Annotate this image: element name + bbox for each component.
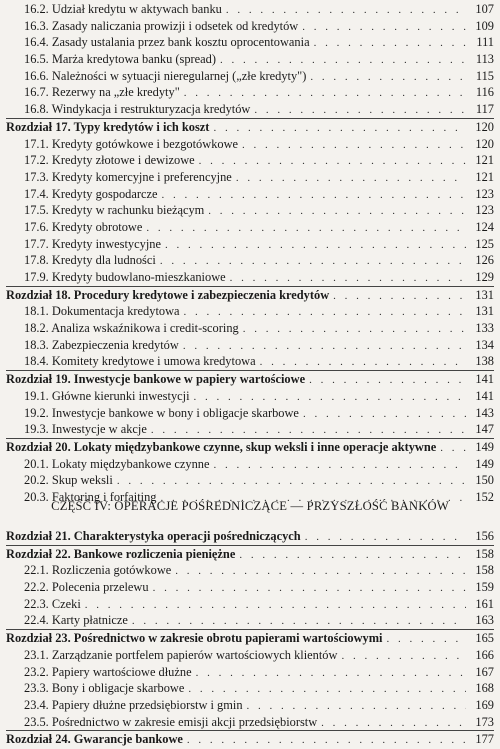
toc-entry-title: 17.5. Kredyty w rachunku bieżącym [24, 203, 205, 218]
toc-page-number: 147 [475, 422, 494, 437]
dot-leader [165, 237, 466, 254]
toc-page-number: 113 [475, 52, 494, 67]
dot-leader [260, 354, 466, 371]
toc-page-number: 161 [475, 596, 494, 611]
dot-leader [309, 372, 466, 389]
dot-leader [208, 203, 466, 220]
toc-entry-title: 16.2. Udział kredytu w aktywach banku [24, 2, 222, 16]
toc-entry-title: 23.1. Zarządzanie portfelem papierów wartościowych klientów [24, 647, 338, 662]
toc-section-row [6, 405, 494, 422]
toc-section-row [6, 169, 494, 186]
toc-entry-title: 16.8. Windykacja i restrukturyzacja kredytów [24, 102, 251, 117]
toc-entry-title: 16.6. Należności w sytuacji nieregularnej („złe kredyty") [24, 68, 307, 83]
toc-section-row [6, 596, 494, 613]
toc-chapter-row [6, 546, 494, 563]
toc-page-number: 141 [475, 372, 494, 387]
toc-entry-title: 17.9. Kredyty budowlano-mieszkaniowe [24, 270, 226, 284]
toc-page-number: 167 [475, 664, 494, 679]
toc-page-number: 163 [475, 613, 494, 628]
toc-page-number: 133 [475, 321, 494, 336]
toc-page-number: 125 [475, 236, 494, 251]
toc-chapter-row [6, 528, 494, 545]
toc-entry-title: 16.5. Marża kredytowa banku (spread) [24, 52, 216, 67]
toc-section-row [6, 136, 494, 153]
toc-page-number: 152 [475, 489, 494, 504]
toc-section-row [6, 353, 494, 370]
part-heading-text: CZĘŚĆ IV: OPERACJE POŚREDNICZĄCE — PRZYSZŁOŚĆ BANKÓW [51, 499, 449, 513]
table-of-contents-bottom [6, 528, 494, 748]
toc-section-row [6, 186, 494, 203]
toc-entry-title: 23.5. Pośrednictwo w zakresie emisji akcji przedsiębiorstw [24, 714, 318, 729]
dot-leader [117, 473, 466, 490]
dot-leader [440, 440, 466, 457]
dot-leader [220, 52, 466, 69]
part-heading [0, 497, 500, 515]
dot-leader [175, 563, 466, 580]
toc-section-row [6, 612, 494, 629]
toc-entry-title: 19.3. Inwestycje w akcje [24, 422, 147, 437]
toc-page-number: 138 [475, 354, 494, 369]
toc-page-number: 143 [475, 405, 494, 420]
toc-section-row [6, 236, 494, 253]
toc-page-number: 116 [475, 85, 494, 100]
toc-page-number: 120 [475, 119, 494, 134]
toc-entry-title: 20.2. Skup weksli [24, 473, 113, 488]
toc-page-number: 131 [475, 304, 494, 319]
toc-entry-title: 17.1. Kredyty gotówkowe i bezgotówkowe [24, 136, 239, 151]
toc-section-row [6, 252, 494, 269]
toc-section-row [6, 647, 494, 664]
toc-page-number: 141 [475, 388, 494, 403]
toc-section-row [6, 152, 494, 169]
dot-leader [183, 338, 466, 355]
dot-leader [247, 698, 466, 715]
dot-leader [243, 321, 466, 338]
dot-leader [153, 580, 466, 597]
toc-chapter-row [6, 287, 494, 304]
toc-page-number: 117 [475, 102, 494, 117]
toc-entry-title: 22.3. Czeki [24, 596, 81, 611]
toc-page-number: 158 [475, 546, 494, 561]
dot-leader [184, 304, 466, 321]
toc-page-number: 150 [475, 473, 494, 488]
toc-entry-title: Rozdział 24. Gwarancje bankowe [6, 732, 183, 747]
toc-page-number: 123 [475, 203, 494, 218]
dot-leader [242, 137, 466, 154]
toc-chapter-row [6, 731, 494, 748]
dot-leader [196, 665, 466, 682]
dot-leader [341, 648, 466, 665]
toc-chapter-row [6, 630, 494, 647]
toc-page-number: 120 [475, 136, 494, 151]
toc-page-number: 166 [475, 647, 494, 662]
toc-entry-title: 17.7. Kredyty inwestycyjne [24, 236, 161, 251]
toc-page-number: 109 [475, 18, 494, 33]
toc-chapter-row [6, 119, 494, 136]
toc-section-row [6, 697, 494, 714]
toc-page-number: 169 [475, 697, 494, 712]
toc-entry-title: 17.2. Kredyty złotowe i dewizowe [24, 153, 195, 168]
toc-section-row [6, 664, 494, 681]
toc-section-row [6, 18, 494, 35]
toc-page-number: 121 [475, 169, 494, 184]
toc-page-number: 115 [475, 68, 494, 83]
toc-page-number: 149 [475, 439, 494, 454]
toc-section-row [6, 68, 494, 85]
toc-page-number: 149 [475, 456, 494, 471]
toc-page-number: 123 [475, 186, 494, 201]
dot-leader [333, 288, 466, 305]
toc-section-row [6, 320, 494, 337]
toc-section-row [6, 421, 494, 438]
toc-entry-title: 17.4. Kredyty gospodarcze [24, 186, 158, 201]
toc-entry-title: 18.2. Analiza wskaźnikowa i credit-scoring [24, 321, 239, 336]
dot-leader [239, 547, 466, 564]
toc-section-row [6, 562, 494, 579]
toc-chapter-row [6, 371, 494, 388]
toc-section-row [6, 456, 494, 473]
toc-section-row [6, 1, 494, 18]
toc-section-row [6, 303, 494, 320]
dot-leader [310, 69, 466, 86]
dot-leader [236, 170, 466, 187]
toc-section-row [6, 337, 494, 354]
dot-leader [254, 102, 466, 119]
toc-page-number: 168 [475, 681, 494, 696]
toc-page-number: 107 [475, 2, 494, 16]
toc-section-row [6, 101, 494, 118]
toc-entry-title: 17.8. Kredyty dla ludności [24, 253, 156, 268]
dot-leader [387, 631, 467, 648]
dot-leader [213, 457, 466, 474]
toc-section-row [6, 269, 494, 286]
toc-page-number: 177 [475, 732, 494, 747]
dot-leader [314, 35, 466, 52]
dot-leader [226, 2, 466, 19]
toc-entry-title: Rozdział 21. Charakterystyka operacji pośredniczących [6, 529, 301, 543]
toc-entry-title: Rozdział 23. Pośrednictwo w zakresie obrotu papierami wartościowymi [6, 631, 383, 646]
dot-leader [302, 19, 466, 36]
dot-leader [85, 597, 466, 614]
toc-entry-title: 23.2. Papiery wartościowe dłużne [24, 664, 192, 679]
toc-entry-title: Rozdział 20. Lokaty międzybankowe czynne, skup weksli i inne operacje aktywne [6, 439, 437, 454]
toc-entry-title: 20.1. Lokaty międzybankowe czynne [24, 456, 210, 471]
toc-page-number: 131 [475, 287, 494, 302]
toc-section-row [6, 388, 494, 405]
toc-page-number: 129 [475, 270, 494, 284]
dot-leader [162, 187, 466, 204]
toc-entry-title: 18.4. Komitety kredytowe i umowa kredytowa [24, 354, 256, 369]
toc-page-number: 158 [475, 563, 494, 578]
toc-page-number: 121 [475, 153, 494, 168]
dot-leader [213, 120, 466, 137]
toc-section-row [6, 714, 494, 731]
dot-leader [184, 85, 466, 102]
toc-page-number: 124 [475, 219, 494, 234]
toc-page-number: 165 [475, 631, 494, 646]
toc-entry-title: Rozdział 22. Bankowe rozliczenia pieniężne [6, 546, 236, 561]
toc-section-row [6, 202, 494, 219]
toc-entry-title: 19.2. Inwestycje bankowe w bony i obligacje skarbowe [24, 405, 299, 420]
dot-leader [305, 529, 466, 546]
toc-entry-title: 19.1. Główne kierunki inwestycji [24, 388, 190, 403]
toc-page-number: 126 [475, 253, 494, 268]
toc-entry-title: Rozdział 18. Procedury kredytowe i zabezpieczenia kredytów [6, 287, 330, 302]
dot-leader [321, 715, 466, 732]
toc-entry-title: 18.3. Zabezpieczenia kredytów [24, 337, 179, 352]
toc-section-row [6, 34, 494, 51]
toc-entry-title: 22.2. Polecenia przelewu [24, 580, 149, 595]
dot-leader [194, 389, 466, 406]
toc-page-number: 173 [475, 714, 494, 729]
dot-leader [151, 422, 466, 439]
table-of-contents-top [6, 1, 494, 506]
toc-section-row [6, 579, 494, 596]
dot-leader [303, 406, 466, 423]
dot-leader [199, 153, 466, 170]
toc-entry-title: 16.4. Zasady ustalania przez bank kosztu oprocentowania [24, 35, 310, 50]
toc-section-row [6, 472, 494, 489]
dot-leader [188, 681, 466, 698]
toc-page-number: 156 [475, 529, 494, 543]
toc-entry-title: 23.4. Papiery dłużne przedsiębiorstw i gmin [24, 697, 243, 712]
toc-chapter-row [6, 439, 494, 456]
toc-section-row [6, 219, 494, 236]
toc-entry-title: Rozdział 19. Inwestycje bankowe w papiery wartościowe [6, 372, 306, 387]
toc-entry-title: 17.6. Kredyty obrotowe [24, 219, 143, 234]
toc-page-number: 111 [476, 35, 494, 50]
toc-page-number: 134 [475, 337, 494, 352]
dot-leader [160, 253, 466, 270]
toc-page-number: 159 [475, 580, 494, 595]
toc-entry-title: 23.3. Bony i obligacje skarbowe [24, 681, 185, 696]
toc-entry-title: 16.7. Rezerwy na „złe kredyty" [24, 85, 180, 100]
toc-section-row [6, 680, 494, 697]
toc-entry-title: Rozdział 17. Typy kredytów i ich koszt [6, 119, 210, 134]
dot-leader [187, 732, 466, 749]
toc-section-row [6, 51, 494, 68]
toc-entry-title: 17.3. Kredyty komercyjne i preferencyjne [24, 169, 232, 184]
toc-entry-title: 16.3. Zasady naliczania prowizji i odsetek od kredytów [24, 18, 299, 33]
dot-leader [132, 613, 466, 630]
toc-section-row [6, 84, 494, 101]
toc-entry-title: 22.1. Rozliczenia gotówkowe [24, 563, 172, 578]
toc-entry-title: 20.3. Faktoring i forfaiting [24, 489, 157, 504]
toc-entry-title: 22.4. Karty płatnicze [24, 613, 128, 628]
dot-leader [146, 220, 466, 237]
toc-entry-title: 18.1. Dokumentacja kredytowa [24, 304, 180, 319]
dot-leader [230, 270, 466, 287]
